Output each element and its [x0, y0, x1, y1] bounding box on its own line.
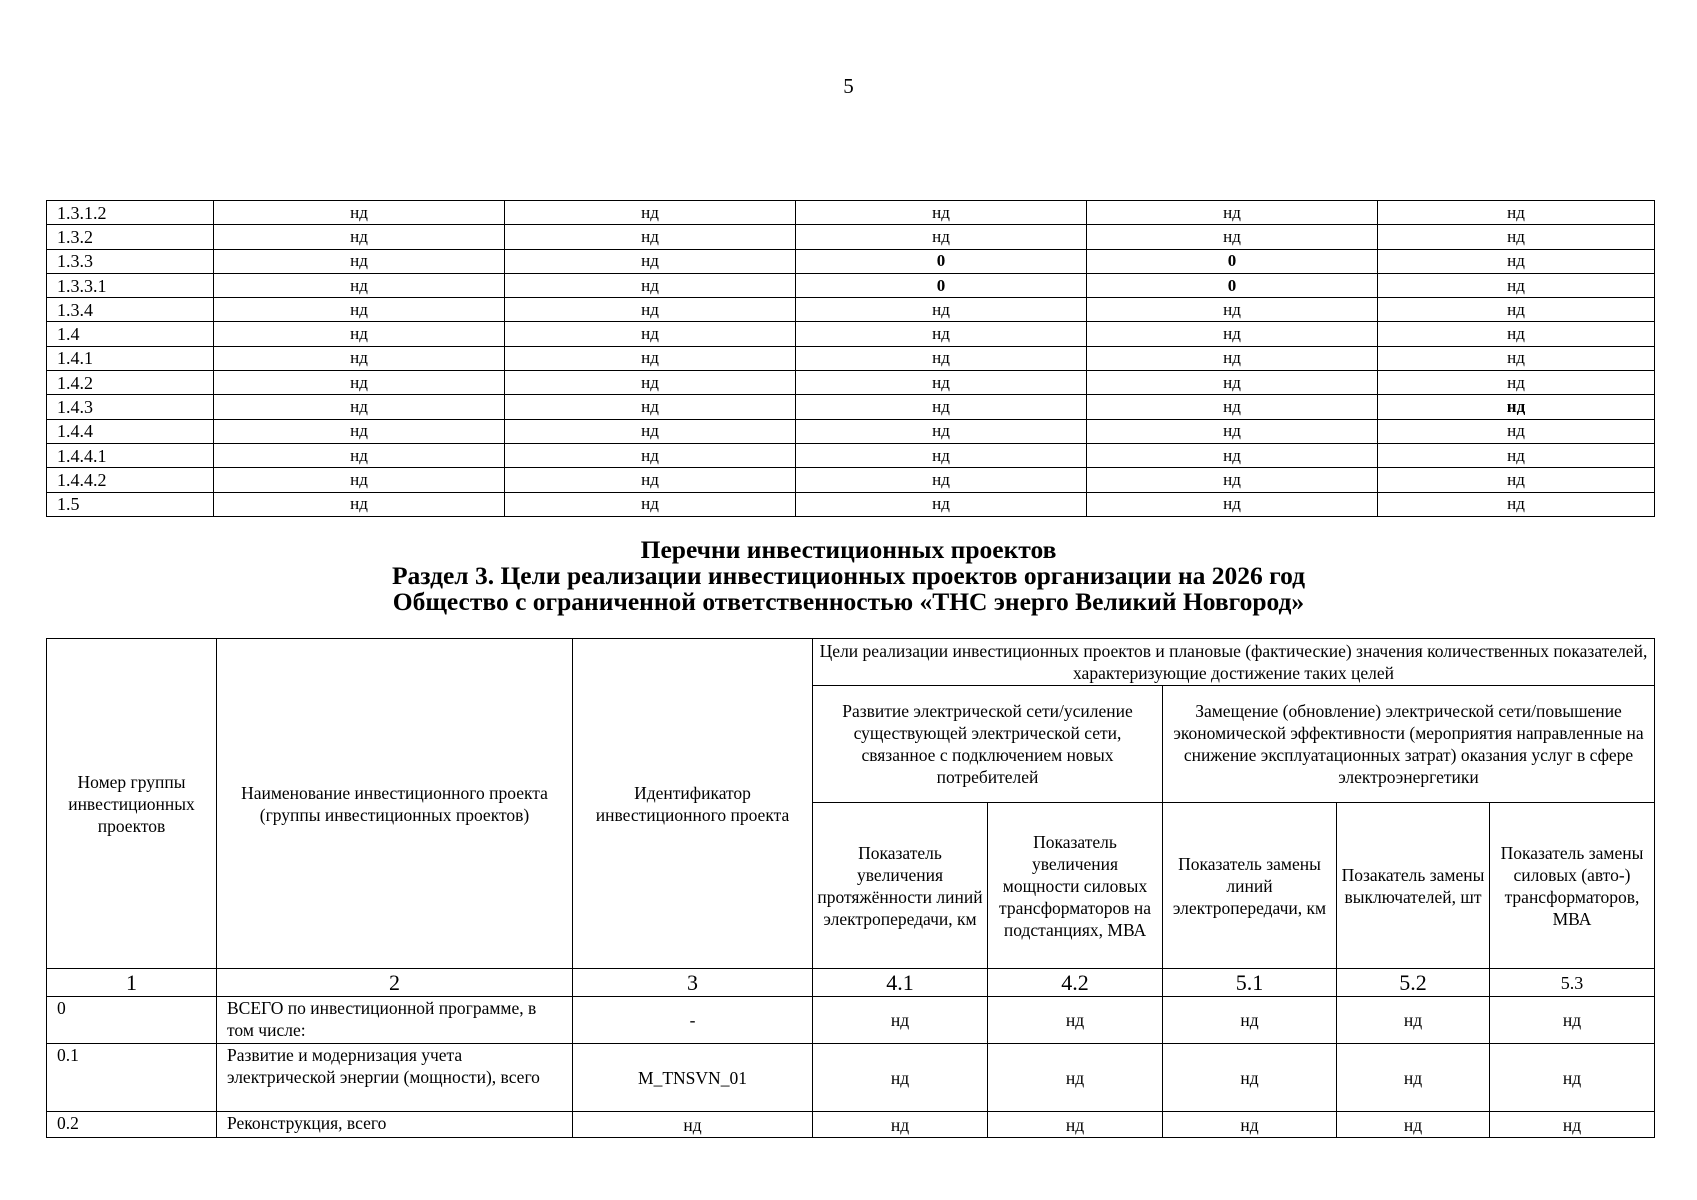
table-row: [47, 1044, 1655, 1112]
cell-value: 0: [796, 249, 1087, 273]
table-row: [47, 346, 1655, 370]
row-code: 1.4.4.2: [47, 468, 214, 492]
cell-value: нд: [813, 1112, 988, 1138]
cell-value: нд: [214, 249, 505, 273]
cell-value: нд: [796, 346, 1087, 370]
table-row: [47, 273, 1655, 297]
cell-value: нд: [988, 997, 1163, 1044]
cell-value: нд: [505, 346, 796, 370]
row-code: 0.2: [47, 1112, 217, 1138]
cell-value: нд: [1087, 298, 1378, 322]
cell-value: нд: [1087, 395, 1378, 419]
table-row: [47, 443, 1655, 467]
cell-value: нд: [505, 395, 796, 419]
cell-value: нд: [214, 273, 505, 297]
cell-value: нд: [1337, 1044, 1490, 1112]
cell-value: нд: [214, 371, 505, 395]
cell-value: нд: [214, 298, 505, 322]
header-replacement: Замещение (обновление) электрической сети/повышение экономической эффективности (мероприятия направленные на снижение эксплуатационных затрат) оказания услуг в сфере электроэнергетики: [1163, 686, 1655, 803]
header-indicator-5-1: Показатель замены линий электропередачи, км: [1163, 803, 1337, 969]
row-code: 1.4.3: [47, 395, 214, 419]
cell-value: нд: [796, 443, 1087, 467]
table-row: [47, 1112, 1655, 1138]
cell-value: нд: [1087, 201, 1378, 225]
table-row: [47, 249, 1655, 273]
cell-value: нд: [505, 492, 796, 516]
cell-value: нд: [214, 322, 505, 346]
cell-value: нд: [1087, 322, 1378, 346]
cell-value: нд: [988, 1112, 1163, 1138]
cell-value: нд: [1378, 346, 1655, 370]
cell-value: нд: [1490, 997, 1655, 1044]
cell-value: нд: [214, 443, 505, 467]
row-identifier: нд: [573, 1112, 813, 1138]
cell-value: нд: [796, 419, 1087, 443]
cell-value: нд: [1087, 346, 1378, 370]
table-row: [47, 201, 1655, 225]
table-row: [47, 468, 1655, 492]
row-code: 1.4.4.1: [47, 443, 214, 467]
cell-value: нд: [214, 225, 505, 249]
row-code: 0.1: [47, 1044, 217, 1112]
cell-value: нд: [1087, 371, 1378, 395]
table-row: [47, 492, 1655, 516]
cell-value: нд: [1490, 1044, 1655, 1112]
header-indicator-4-2: Показатель увеличения мощности силовых трансформаторов на подстанциях, МВА: [988, 803, 1163, 969]
cell-value: нд: [796, 468, 1087, 492]
table-row: [47, 395, 1655, 419]
cell-value: нд: [796, 225, 1087, 249]
header-indicator-5-2: Позакатель замены выключателей, шт: [1337, 803, 1490, 969]
section-headings: [0, 537, 1697, 615]
cell-value: нд: [1378, 371, 1655, 395]
cell-value: нд: [1490, 1112, 1655, 1138]
row-identifier: -: [573, 997, 813, 1044]
row-code: 1.4.2: [47, 371, 214, 395]
header-development: Развитие электрической сети/усиление существующей электрической сети, связанное с подключением новых потребителей: [813, 686, 1163, 803]
cell-value: нд: [214, 201, 505, 225]
cell-value: нд: [1087, 468, 1378, 492]
row-code: 1.4.4: [47, 419, 214, 443]
row-code: 1.4.1: [47, 346, 214, 370]
cell-value: нд: [505, 249, 796, 273]
cell-value: нд: [1378, 249, 1655, 273]
cell-value: нд: [796, 395, 1087, 419]
cell-value: нд: [214, 395, 505, 419]
cell-value: нд: [1378, 201, 1655, 225]
cell-value: нд: [1087, 225, 1378, 249]
page-number: 5: [843, 74, 854, 98]
header-identifier: Идентификатор инвестиционного проекта: [573, 639, 813, 969]
table-row: [47, 419, 1655, 443]
continuation-table: [46, 200, 1655, 517]
cell-value: нд: [505, 468, 796, 492]
header-project-name: Наименование инвестиционного проекта (группы инвестиционных проектов): [217, 639, 573, 969]
cell-value: нд: [214, 419, 505, 443]
table-row: [47, 225, 1655, 249]
cell-value: нд: [796, 371, 1087, 395]
row-code: 1.3.3.1: [47, 273, 214, 297]
cell-value: нд: [1378, 419, 1655, 443]
row-code: 1.3.2: [47, 225, 214, 249]
section-title-line2: Раздел 3. Цели реализации инвестиционных проектов организации на 2026 год: [391, 561, 1306, 590]
table-row: [47, 997, 1655, 1044]
row-project-name: Развитие и модернизация учета электрической энергии (мощности), всего: [217, 1044, 573, 1112]
row-identifier: M_TNSVN_01: [573, 1044, 813, 1112]
cell-value: нд: [214, 468, 505, 492]
cell-value: нд: [1087, 492, 1378, 516]
cell-value: нд: [1163, 997, 1337, 1044]
cell-value: нд: [1378, 443, 1655, 467]
cell-value: нд: [1163, 1112, 1337, 1138]
cell-value: нд: [1378, 322, 1655, 346]
cell-value: нд: [505, 419, 796, 443]
section-title-line3: Общество с ограниченной ответственностью «ТНС энерго Великий Новгород»: [392, 587, 1305, 616]
cell-value: нд: [813, 1044, 988, 1112]
row-code: 1.4: [47, 322, 214, 346]
cell-value: нд: [505, 443, 796, 467]
cell-value: нд: [1378, 468, 1655, 492]
table-row: [47, 371, 1655, 395]
column-number: 4.1: [813, 969, 988, 997]
cell-value: нд: [1163, 1044, 1337, 1112]
header-indicator-4-1: Показатель увеличения протяжённости линий электропередачи, км: [813, 803, 988, 969]
table-row: [47, 322, 1655, 346]
cell-value: нд: [214, 492, 505, 516]
row-project-name: Реконструкция, всего: [217, 1112, 573, 1138]
cell-value: нд: [505, 201, 796, 225]
cell-value: 0: [1087, 249, 1378, 273]
column-number: 1: [47, 969, 217, 997]
cell-value: нд: [1337, 997, 1490, 1044]
column-number: 5.1: [1163, 969, 1337, 997]
cell-value: нд: [1378, 298, 1655, 322]
header-group-number: Номер группы инвестиционных проектов: [47, 639, 217, 969]
row-code: 0: [47, 997, 217, 1044]
cell-value: нд: [813, 997, 988, 1044]
table-row: [47, 298, 1655, 322]
row-code: 1.5: [47, 492, 214, 516]
cell-value: нд: [505, 298, 796, 322]
cell-value: нд: [1087, 419, 1378, 443]
cell-value: нд: [505, 273, 796, 297]
cell-value: нд: [1378, 273, 1655, 297]
cell-value: нд: [988, 1044, 1163, 1112]
cell-value: нд: [796, 492, 1087, 516]
row-project-name: ВСЕГО по инвестиционной программе, в том числе:: [217, 997, 573, 1044]
cell-value: нд: [796, 298, 1087, 322]
cell-value: нд: [796, 201, 1087, 225]
cell-value: нд: [1378, 492, 1655, 516]
column-number: 5.2: [1337, 969, 1490, 997]
cell-value: нд: [505, 371, 796, 395]
row-code: 1.3.4: [47, 298, 214, 322]
cell-value: нд: [1087, 443, 1378, 467]
cell-value: нд: [1337, 1112, 1490, 1138]
column-number: 5.3: [1490, 969, 1655, 997]
investment-goals-table: [46, 638, 1655, 1138]
column-number: 3: [573, 969, 813, 997]
section-title-line1: Перечни инвестиционных проектов: [640, 535, 1057, 564]
header-indicator-5-3: Показатель замены силовых (авто-) трансформаторов, МВА: [1490, 803, 1655, 969]
cell-value: нд: [1378, 225, 1655, 249]
cell-value: 0: [1087, 273, 1378, 297]
row-code: 1.3.3: [47, 249, 214, 273]
column-number: 2: [217, 969, 573, 997]
header-goals: Цели реализации инвестиционных проектов и плановые (фактические) значения количественных показателей, характеризующие достижение таких целей: [813, 639, 1655, 686]
cell-value: нд: [505, 225, 796, 249]
cell-value: нд: [214, 346, 505, 370]
cell-value: нд: [1378, 395, 1655, 419]
cell-value: нд: [505, 322, 796, 346]
cell-value: 0: [796, 273, 1087, 297]
cell-value: нд: [796, 322, 1087, 346]
column-number: 4.2: [988, 969, 1163, 997]
row-code: 1.3.1.2: [47, 201, 214, 225]
